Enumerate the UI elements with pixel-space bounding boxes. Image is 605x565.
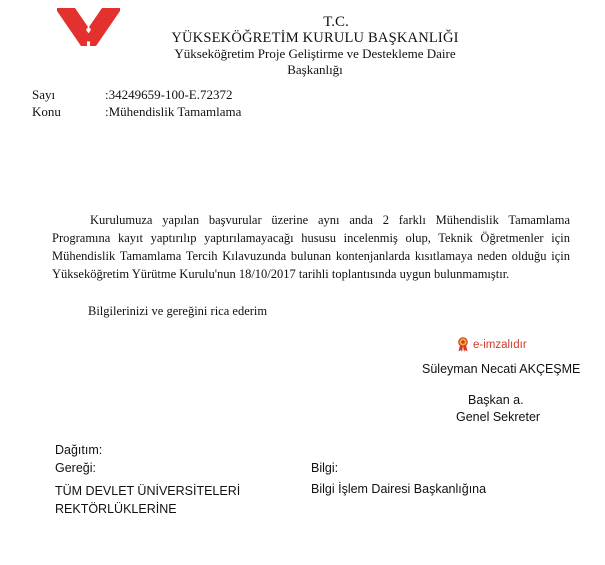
distribution-label: Dağıtım: [55,443,103,457]
letterhead [150,14,480,78]
action-label: Gereği: [55,461,96,475]
info-label: Bilgi: [311,461,339,475]
closing-line: Bilgilerinizi ve gereğini rica ederim [88,304,268,318]
reference-label: Sayı [32,87,56,102]
republic-label: T.C. [323,14,349,30]
signer-title-line2: Genel Sekreter [456,410,541,424]
action-recipient-line1: TÜM DEVLET ÜNİVERSİTELERİ [55,484,241,498]
ribbon-badge-icon [457,337,469,352]
institution-name: YÜKSEKÖĞRETİM KURULU BAŞKANLIĞI [171,30,459,46]
signer-title-line1: Başkan a. [468,393,524,407]
action-recipient-line2: REKTÖRLÜKLERİNE [55,502,177,516]
info-recipient: Bilgi İşlem Dairesi Başkanlığına [311,482,487,496]
reference-number-row [32,87,232,103]
yok-logo [57,8,120,46]
signer-name: Süleyman Necati AKÇEŞME [422,362,581,376]
e-signature-badge [457,337,527,352]
e-signature-label: e-imzalıdır [473,338,527,351]
letter-body: Kurulumuza yapılan başvurular üzerine aynı anda 2 farklı Mühendislik Tamamlama Programına kayıt yaptırılıp yaptırılamayacağı hususu incelenmiş olup, Teknik Öğretmenler için Mühendislik Tamamlama Tercih Kılavuzunda bulunan kontenjanlarda kısıtlamaya neden olduğu için Yükseköğretim Yürütme Kurulu'nun 18/10/2017 tarihli toplantısında uygun bulunmamıştır. [52,213,570,281]
subject-label: Konu [32,104,61,119]
department-name: Yükseköğretim Proje Geliştirme ve Destekleme Daire Başkanlığı [174,46,456,77]
reference-value: :34249659-100-E.72372 [105,87,233,102]
action-recipient [55,482,240,518]
subject-value: :Mühendislik Tamamlama [105,104,242,119]
subject-row [32,104,241,120]
